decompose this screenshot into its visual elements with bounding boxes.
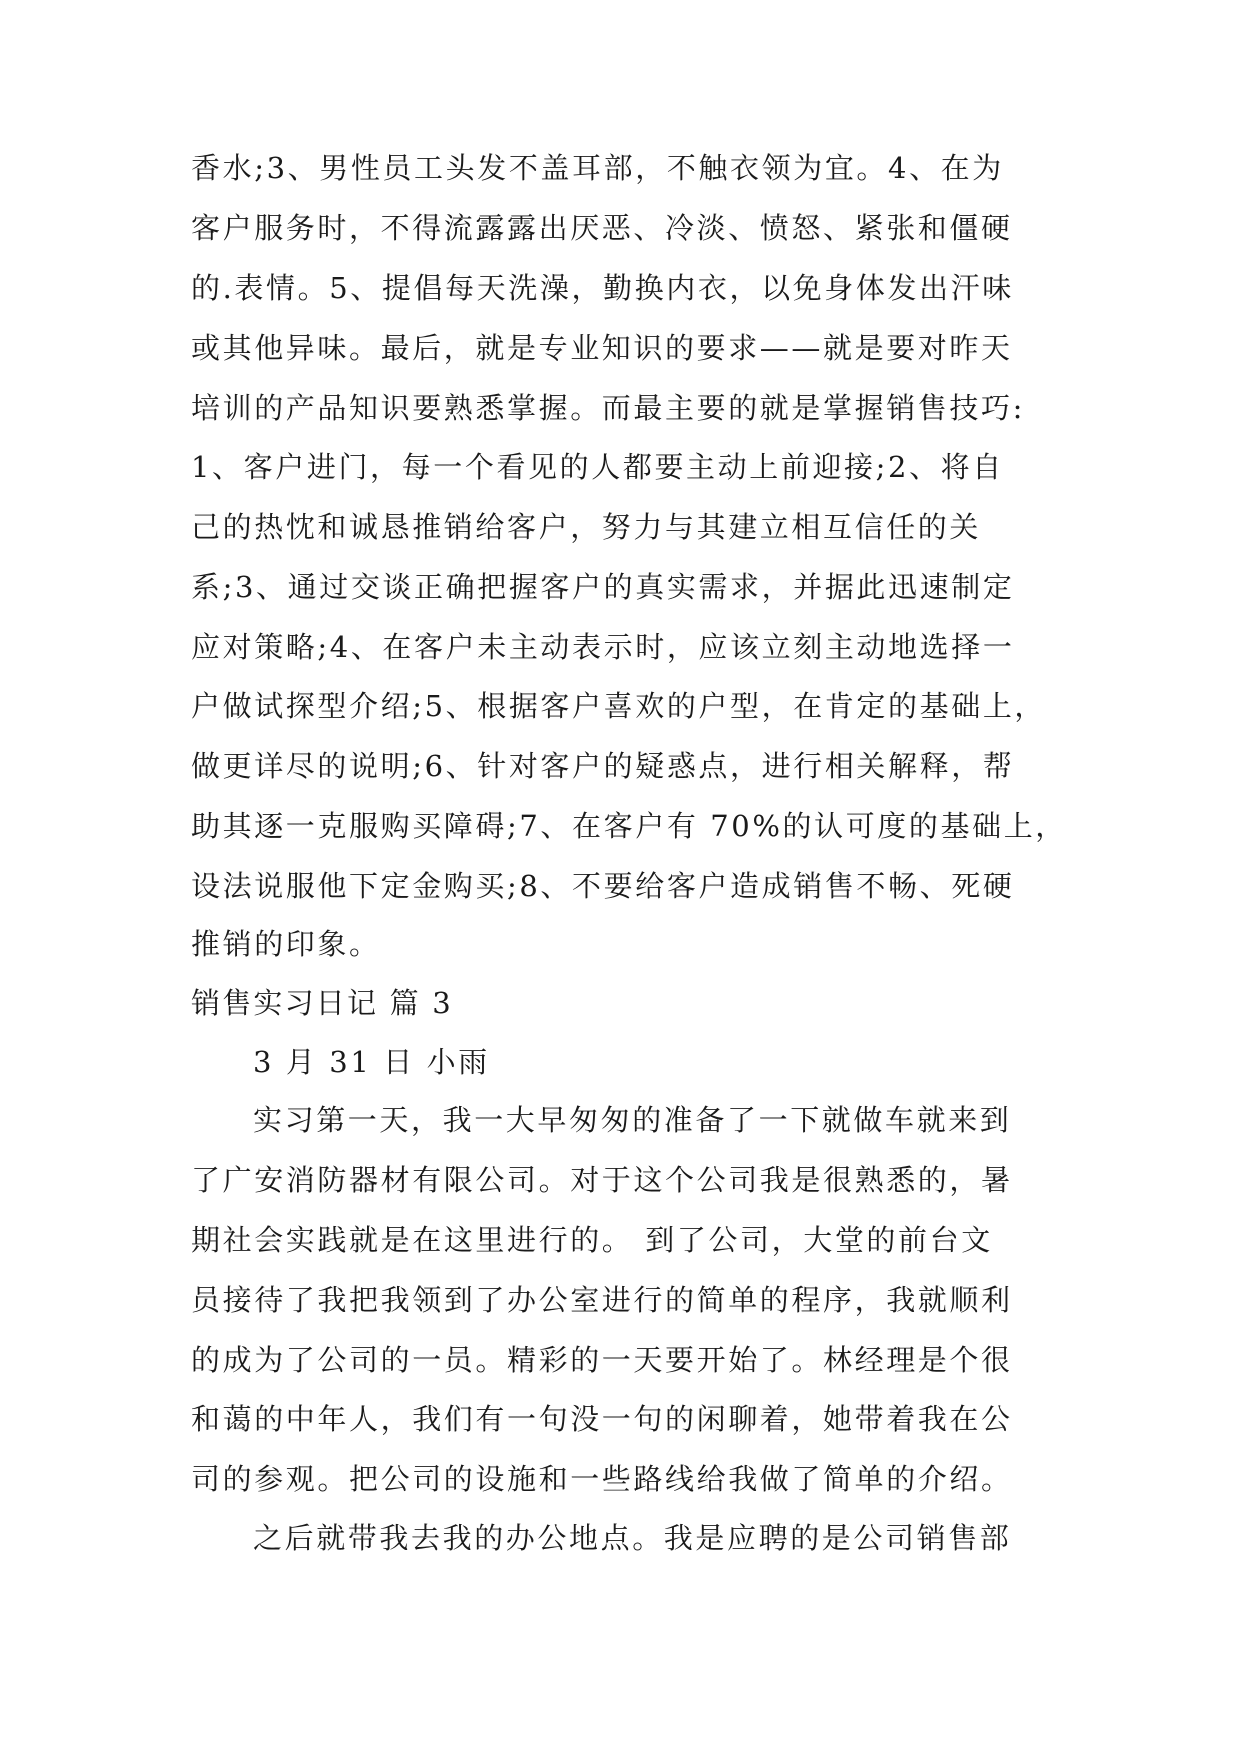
text-line: 客户服务时，不得流露露出厌恶、冷淡、愤怒、紧张和僵硬 <box>191 211 1013 245</box>
text-line: 系;3、通过交谈正确把握客户的真实需求，并据此迅速制定 <box>191 570 1015 604</box>
text-line: 设法说服他下定金购买;8、不要给客户造成销售不畅、死硬 <box>191 869 1015 903</box>
text-line: 应对策略;4、在客户未主动表示时，应该立刻主动地选择一 <box>191 630 1015 664</box>
text-line: 或其他异味。最后，就是专业知识的要求——就是要对昨天 <box>191 331 1013 365</box>
text-line: 培训的产品知识要熟悉掌握。而最主要的就是掌握销售技巧: <box>191 391 1025 425</box>
text-line: 实习第一天，我一大早匆匆的准备了一下就做车就来到 <box>253 1103 1012 1137</box>
text-line: 员接待了我把我领到了办公室进行的简单的程序，我就顺利 <box>191 1283 1013 1317</box>
text-line: 1、客户进门，每一个看见的人都要主动上前迎接;2、将自 <box>191 450 1004 484</box>
text-line: 香水;3、男性员工头发不盖耳部，不触衣领为宜。4、在为 <box>191 151 1004 185</box>
text-line: 的.表情。5、提倡每天洗澡，勤换内衣，以免身体发出汗味 <box>191 271 1014 305</box>
text-line: 的成为了公司的一员。精彩的一天要开始了。林经理是个很 <box>191 1343 1013 1377</box>
text-line: 期社会实践就是在这里进行的。 到了公司，大堂的前台文 <box>191 1223 993 1257</box>
section-heading: 销售实习日记 篇 3 <box>191 986 453 1020</box>
text-line: 己的热忱和诚恳推销给客户，努力与其建立相互信任的关 <box>191 510 982 544</box>
text-line: 户做试探型介绍;5、根据客户喜欢的户型，在肯定的基础上， <box>191 689 1047 723</box>
text-line: 了广安消防器材有限公司。对于这个公司我是很熟悉的，暑 <box>191 1163 1013 1197</box>
text-line: 之后就带我去我的办公地点。我是应聘的是公司销售部 <box>253 1521 1012 1555</box>
diary-date: 3 月 31 日 小雨 <box>253 1045 490 1079</box>
text-line: 助其逐一克服购买障碍;7、在客户有 70%的认可度的基础上， <box>191 809 1067 843</box>
text-line: 和蔼的中年人，我们有一句没一句的闲聊着，她带着我在公 <box>191 1402 1013 1436</box>
text-line: 司的参观。把公司的设施和一些路线给我做了简单的介绍。 <box>191 1462 1013 1496</box>
text-line: 推销的印象。 <box>191 927 381 961</box>
text-line: 做更详尽的说明;6、针对客户的疑惑点，进行相关解释，帮 <box>191 749 1015 783</box>
